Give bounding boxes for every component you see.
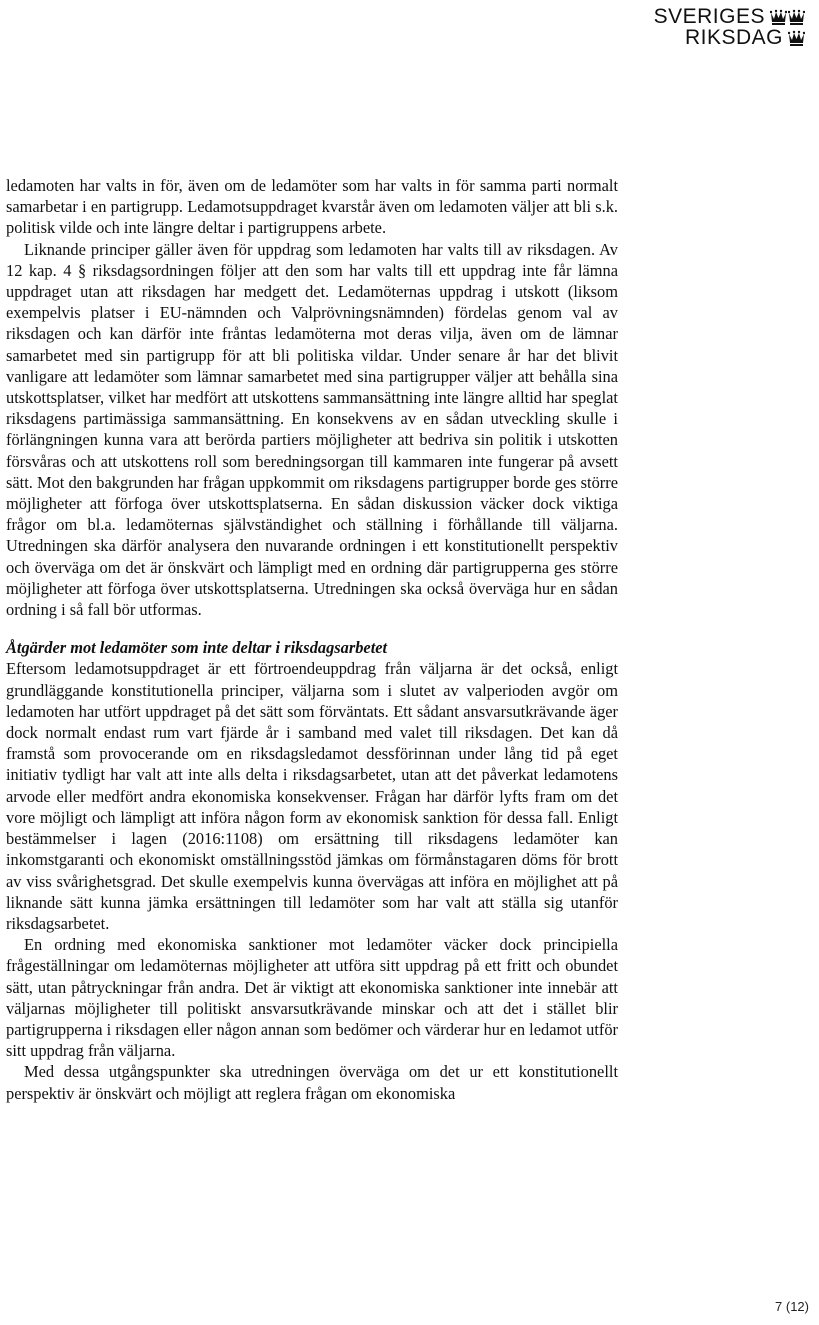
logo-line-2: [654, 27, 805, 48]
paragraph: Liknande principer gäller även för uppdrag som ledamoten har valts till av riksdagen. Av 12 kap. 4 § riksdagsordningen följer att den som har valts till ett uppdrag inte får lämna uppdraget utan att riksdagen har medgett det. Ledamöternas uppdrag i utskott (liksom exempelvis platser i EU-nämnden och Valprövningsnämnden) fördelas genom val av riksdagen och kan därför inte fråntas ledamöterna mot deras vilja, även om de lämnar samarbetet med sin partigrupp för att bli politiska vildar. Under senare år har det blivit vanligare att ledamöter som lämnar samarbetet med sina partigrupper väljer att behålla sina utskottsplatser, vilket har medfört att utskottens sammansättning inte längre alltid har speglat riksdagens partimässiga sammansättning. En konsekvens av en sådan utveckling skulle i förlängningen kunna vara att berörda partiers möjligheter att bedriva sin politik i utskotten försvåras och att utskottens roll som beredningsorgan till kammaren inte fungerar på avsett sätt. Mot den bakgrunden har frågan uppkommit om riksdagens partigrupper borde ges större möjligheter att förfoga över utskottsplatserna. En sådan diskussion väcker dock viktiga frågor om bl.a. ledamöternas självständighet och ställning i förhållande till väljarna. Utredningen ska därför analysera den nuvarande ordningen i ett konstitutionellt perspektiv och överväga om det är önskvärt och lämpligt med en ordning där partigrupperna ges större möjligheter att förfoga över utskottsplatserna. Utredningen ska också överväga hur en sådan ordning i så fall bör utformas.: [6, 239, 618, 620]
logo-line-1: [654, 6, 805, 27]
crown-icon: [788, 30, 805, 46]
section-heading: Åtgärder mot ledamöter som inte deltar i riksdagsarbetet: [6, 638, 388, 658]
crown-icon: [770, 9, 787, 25]
logo-text-sveriges: SVERIGES: [653, 5, 765, 28]
riksdag-logo: [654, 6, 805, 48]
paragraph: Med dessa utgångspunkter ska utredningen överväga om det ur ett konstitutionellt perspektiv är önskvärt och möjligt att reglera frågan om ekonomiska: [6, 1062, 618, 1103]
paragraph: Eftersom ledamotsuppdraget är ett förtroendeuppdrag från väljarna är det också, enligt grundläggande konstitutionella principer, väljarna som i slutet av valperioden avgör om ledamoten har utfört uppdraget på det sätt som förväntats. Ett sådant ansvarsutkrävande äger dock normalt endast rum vart fjärde år i samband med valet till riksdagen. Det kan då framstå som provocerande om en riksdagsledamot dessförinnan under lång tid på eget initiativ tydligt har valt att inte alls delta i riksdagsarbetet, utan att det påverkat ledamotens arvode eller medfört andra ekonomiska konsekvenser. Frågan har därför lyfts fram om det vore möjligt och lämpligt att införa någon form av ekonomisk sanktion för dessa fall. Enligt bestämmelser i lagen (2016:1108) om ersättning till riksdagens ledamöter kan inkomstgaranti och ekonomiskt omställningsstöd jämkas om förmånstagaren döms för brott av viss svårighetsgrad. Det skulle exempelvis kunna övervägas att införa en möjlighet att på liknande sätt kunna jämka ersättningen till ledamöter som har valt att ställa sig utanför riksdagsarbetet.: [6, 659, 618, 933]
document-body: [6, 175, 618, 1104]
paragraph: ledamoten har valts in för, även om de ledamöter som har valts in för samma parti normalt samarbetar i en partigrupp. Ledamotsuppdraget kvarstår även om ledamoten väljer att bli s.k. politisk vilde och inte längre deltar i partigruppens arbete.: [6, 176, 618, 238]
logo-text-riksdag: RIKSDAG: [684, 26, 783, 49]
crown-icon: [788, 9, 805, 25]
paragraph: En ordning med ekonomiska sanktioner mot ledamöter väcker dock principiella frågeställningar om ledamöternas möjligheter att utföra sitt uppdrag på ett fritt och obundet sätt, utan påtryckningar från andra. Det är viktigt att ekonomiska sanktioner inte innebär att väljarnas möjligheter till politiskt ansvarsutkrävande minskar och att det i stället blir partigrupperna i riksdagen eller någon annan som bedömer och värderar hur en ledamot utför sitt uppdrag från väljarna.: [6, 935, 618, 1061]
page-number: 7 (12): [775, 1299, 809, 1314]
